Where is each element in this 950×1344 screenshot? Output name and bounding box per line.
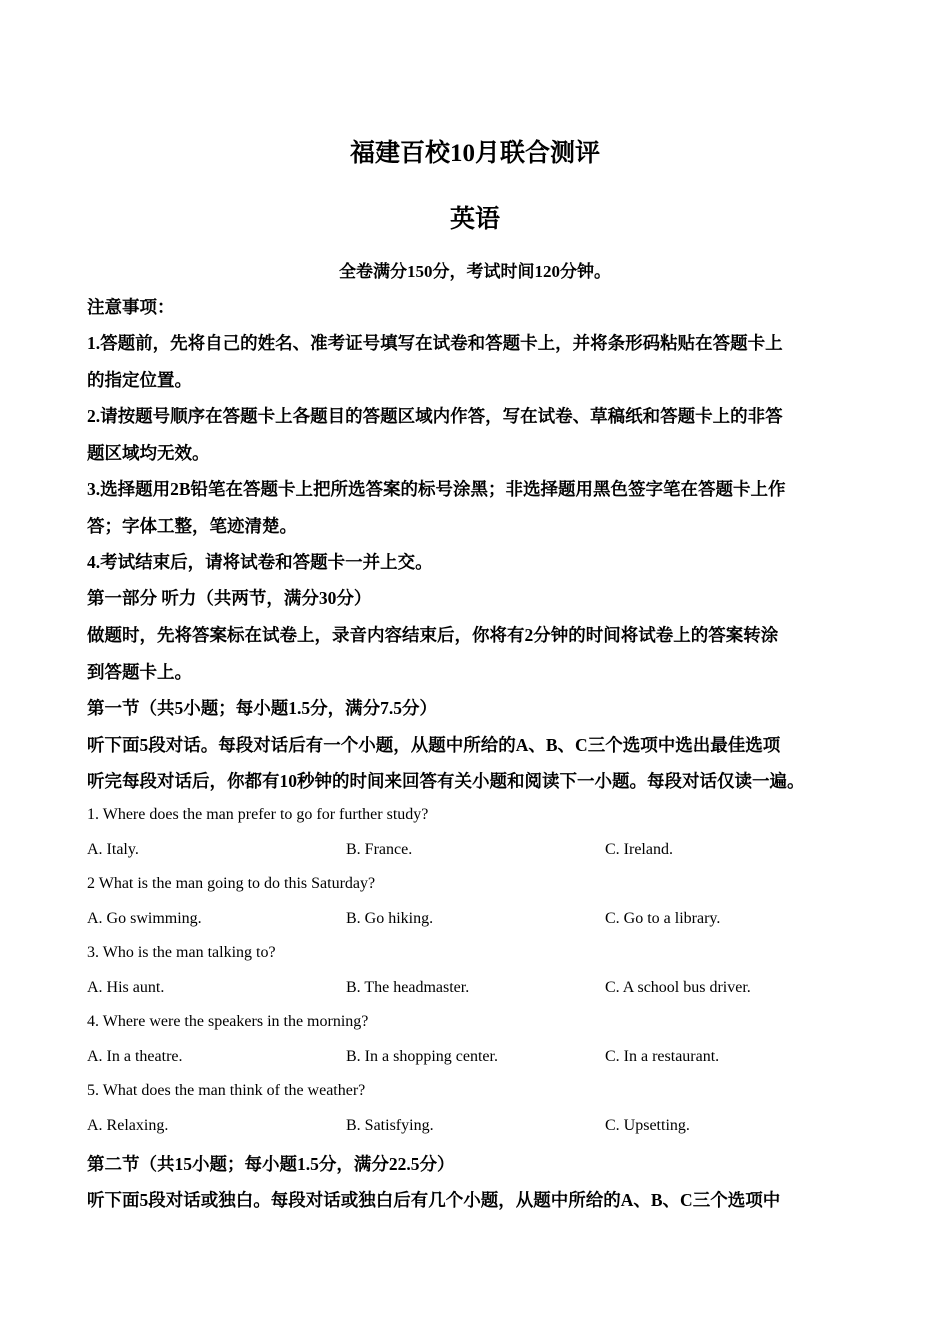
page-title: 福建百校10月联合测评 — [349, 140, 600, 167]
exam-info: 全卷满分150分，考试时间120分钟。 — [339, 262, 611, 281]
option-c: C. Upsetting. — [605, 1117, 690, 1134]
section2-instruction: 听下面5段对话或独白。每段对话或独白后有几个小题，从题中所给的A、B、C三个选项中 — [87, 1190, 781, 1210]
option-a: A. His aunt. — [87, 979, 165, 996]
question-2: 2 What is the man going to do this Saturday? — [87, 875, 376, 892]
option-a: A. Relaxing. — [87, 1117, 169, 1134]
option-a: A. Go swimming. — [87, 910, 202, 927]
option-c: C. Go to a library. — [605, 910, 721, 927]
option-b: B. Satisfying. — [346, 1117, 434, 1134]
option-a: A. In a theatre. — [87, 1048, 183, 1065]
subject-title: 英语 — [449, 206, 500, 233]
part1-heading: 第一部分 听力（共两节，满分30分） — [87, 588, 372, 608]
option-c: C. In a restaurant. — [605, 1048, 720, 1065]
option-b: B. In a shopping center. — [346, 1048, 498, 1065]
option-b: B. The headmaster. — [346, 979, 470, 996]
note-line: 的指定位置。 — [87, 370, 192, 390]
part1-instruction: 到答题卡上。 — [87, 662, 192, 682]
section2-heading: 第二节（共15小题；每小题1.5分，满分22.5分） — [87, 1154, 455, 1174]
note-line: 3.选择题用2B铅笔在答题卡上把所选答案的标号涂黑；非选择题用黑色签字笔在答题卡上作 — [87, 479, 786, 499]
part1-instruction: 做题时，先将答案标在试卷上，录音内容结束后，你将有2分钟的时间将试卷上的答案转涂 — [87, 625, 779, 645]
option-a: A. Italy. — [87, 841, 139, 858]
option-c: C. A school bus driver. — [605, 979, 751, 996]
question-4: 4. Where were the speakers in the morning? — [87, 1013, 369, 1030]
question-5: 5. What does the man think of the weather? — [87, 1082, 366, 1099]
option-b: B. Go hiking. — [346, 910, 434, 927]
option-b: B. France. — [346, 841, 413, 858]
note-line: 2.请按题号顺序在答题卡上各题目的答题区域内作答，写在试卷、草稿纸和答题卡上的非答 — [87, 406, 783, 426]
question-3: 3. Who is the man talking to? — [87, 944, 276, 961]
note-line: 4.考试结束后，请将试卷和答题卡一并上交。 — [87, 552, 433, 572]
section1-heading: 第一节（共5小题；每小题1.5分，满分7.5分） — [87, 698, 437, 718]
note-line: 答；字体工整，笔迹清楚。 — [87, 516, 297, 536]
note-line: 题区域均无效。 — [87, 443, 210, 463]
option-c: C. Ireland. — [605, 841, 673, 858]
note-line: 1.答题前，先将自己的姓名、准考证号填写在试卷和答题卡上，并将条形码粘贴在答题卡上 — [87, 333, 783, 353]
question-1: 1. Where does the man prefer to go for further study? — [87, 806, 429, 823]
notes-heading: 注意事项： — [87, 297, 175, 317]
section1-instruction: 听完每段对话后，你都有10秒钟的时间来回答有关小题和阅读下一小题。每段对话仅读一遍。 — [87, 771, 805, 791]
section1-instruction: 听下面5段对话。每段对话后有一个小题，从题中所给的A、B、C三个选项中选出最佳选项 — [87, 735, 781, 755]
